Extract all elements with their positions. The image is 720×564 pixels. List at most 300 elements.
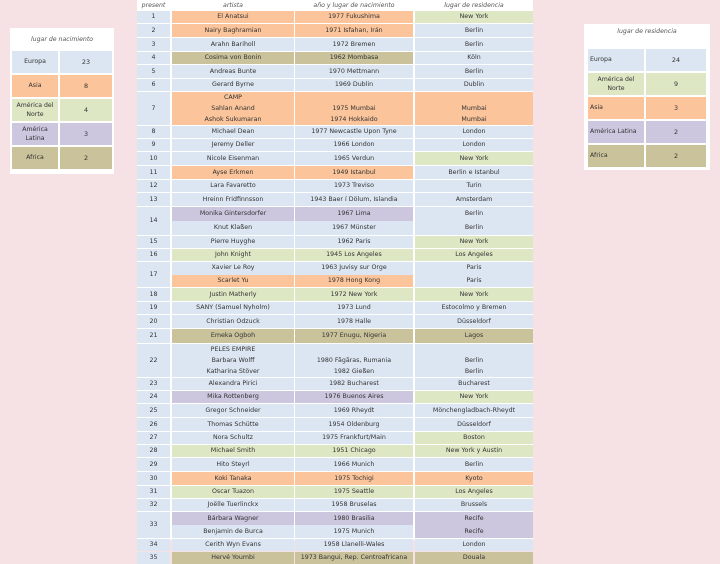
birth-info: 1966 London [333,141,375,149]
residence-info-cell [415,329,533,343]
row-number: 23 [149,380,158,388]
residence-info-cell [415,432,533,444]
residence-summary-count-value: 2 [673,128,679,136]
birth-info: 1954 Oldenburg [328,420,380,428]
birth-info-cell [295,262,413,287]
residence-info-cell [415,344,533,377]
residence-info-cell [415,512,533,538]
artist-name-cell [172,539,294,551]
row-number: 7 [151,104,156,112]
residence-info: Bucharest [458,380,490,388]
artist-name: Lara Favaretto [210,182,256,190]
row-number-cell [137,418,170,431]
birth-info: 1972 New York [330,290,378,298]
residence-summary-count-value: 9 [673,80,679,88]
residence-info: Estocolmo y Bremen [441,304,507,312]
birth-info-cell [295,512,413,538]
row-number: 11 [149,168,158,176]
residence-info-cell [415,193,533,206]
row-number: 27 [149,434,158,442]
artist-row [137,236,533,248]
birthplace-summary-count-cell [60,99,112,121]
row-number-cell [137,539,170,551]
row-number-cell [137,472,170,485]
residence-info: Berlin [464,367,484,375]
row-number-cell [137,344,170,377]
artist-name: Christian Odzuck [206,317,260,325]
birth-info: 1973 Bangui, Rep. Centroafricana [300,554,408,562]
artist-row [137,262,533,287]
residence-info: Amsterdam [455,195,493,203]
birth-info [295,92,413,103]
row-number: 24 [149,393,158,401]
artist-name: Cosima von Bonin [204,54,262,62]
artist-row [137,302,533,314]
artist-row [137,472,533,485]
birthplace-summary-region-label: Africa [26,154,44,162]
residence-info-cell [415,472,533,485]
artist-name: Benjamin de Burca [203,527,263,535]
artist-name-cell [172,302,294,314]
birth-info-cell [295,344,413,377]
residence-info: Berlin [464,224,484,232]
row-number-cell [137,152,170,165]
birth-info-cell [295,486,413,498]
residence-summary-region-label: Europa [590,56,612,64]
residence-info: New York [459,13,489,21]
residence-info: Köln [467,54,481,62]
artist-row [137,38,533,51]
row-number-cell [137,92,170,125]
row-number-cell [137,126,170,138]
birthplace-summary-count-cell [60,147,112,169]
row-number-cell [137,207,170,235]
artist-name-cell [172,79,294,91]
residence-info-cell [415,79,533,91]
row-number: 25 [149,406,158,414]
residence-info-cell [415,38,533,51]
artist-row [137,458,533,471]
birth-info-cell [295,52,413,64]
residence-info-cell [415,152,533,165]
artist-name-cell [172,139,294,151]
residence-info: Berlin [464,40,484,48]
artist-row [137,166,533,179]
artist-name-cell [172,38,294,51]
artist-name: Barbara Wolff [211,356,255,364]
birth-info-cell [295,65,413,78]
row-number-cell [137,391,170,403]
artist-name: Nairy Baghramian [204,26,262,34]
artist-row [137,92,533,125]
birthplace-summary-count-value: 23 [81,58,91,66]
artist-name-cell [172,92,294,125]
artist-name-cell [172,458,294,471]
artist-name: Knut Klaßen [213,224,253,232]
row-number: 32 [149,501,158,509]
residence-info: Berlin [464,67,484,75]
artist-row [137,315,533,328]
residence-summary-region-label: Asia [590,104,603,112]
residence-summary-region-cell [588,121,644,143]
birth-info: 1969 Dublin [334,81,374,89]
birthplace-summary-region-cell [12,51,58,73]
birth-info: 1962 Paris [337,238,371,246]
artist-name: CAMP [224,93,242,101]
residence-info: Lagos [464,332,484,340]
residence-info: Paris [466,264,482,272]
birth-info-cell [295,302,413,314]
birthplace-summary-count-value: 4 [83,106,89,114]
residence-info: Kyoto [465,474,483,482]
residence-info: Brussels [460,501,488,509]
row-number: 26 [149,420,158,428]
artist-name-cell [172,391,294,403]
residence-info-cell [415,486,533,498]
artist-name-cell [172,152,294,165]
residence-info: Los Angeles [455,488,493,496]
residence-info-cell [415,418,533,431]
residence-summary-count-value: 2 [673,152,679,160]
birth-info-cell [295,166,413,179]
row-number-cell [137,262,170,287]
header-artist: artista [223,2,243,9]
artist-name: Hervé Youmbi [211,554,255,562]
residence-info-cell [415,539,533,551]
artist-name-cell [172,24,294,37]
artist-name-cell [172,207,294,235]
artist-name-cell [172,418,294,431]
residence-info-cell [415,262,533,287]
row-number-cell [137,139,170,151]
residence-info: Düsseldorf [457,317,491,325]
birth-info-cell [295,126,413,138]
birth-info: 1975 Tochigi [334,474,374,482]
residence-info: New York [459,238,489,246]
residence-info: London [462,128,486,136]
row-number-cell [137,458,170,471]
artist-name: Emeka Ogboh [210,332,256,340]
birth-info-cell [295,180,413,192]
birth-info: 1973 Lund [337,304,371,312]
row-number: 14 [149,217,158,225]
birth-info-cell [295,92,413,125]
residence-info-cell [415,126,533,138]
row-number-cell [137,329,170,343]
birth-info: 1965 Verdun [333,154,375,162]
row-number-cell [137,445,170,457]
header-residence: lugar de residencia [444,2,504,9]
birth-info-cell [295,329,413,343]
artist-name: Alexandra Pirici [208,380,258,388]
residence-summary-count-cell [646,145,706,167]
birthplace-summary-count-value: 3 [83,130,89,138]
birth-info: 1943 Baer í Dölum, Islandia [310,195,398,203]
residence-info-cell [415,302,533,314]
birth-info-cell [295,207,413,235]
residence-info-cell [415,288,533,301]
artist-name: Jeremy Deller [211,141,255,149]
artist-row [137,24,533,37]
residence-info: London [462,541,486,549]
artist-name-cell [172,52,294,64]
birth-info: 1977 Newcastle Upon Tyne [311,128,397,136]
birth-info [295,344,413,355]
artist-row [137,52,533,64]
residence-summary-region-label: Africa [590,152,608,160]
artist-row [137,391,533,403]
row-number-cell [137,432,170,444]
residence-info-cell [415,207,533,235]
artist-row [137,207,533,235]
residence-info: Dublin [463,81,485,89]
artist-name-cell [172,288,294,301]
residence-info: Berlin [464,210,484,218]
residence-summary-region-cell [588,145,644,167]
residence-info-cell [415,315,533,328]
birth-info: 1963 Juvisy sur Orge [321,264,387,272]
artist-name-cell [172,404,294,417]
residence-info: New York [459,393,489,401]
row-number-cell [137,486,170,498]
residence-info-cell [415,52,533,64]
artist-name: Ashok Sukumaran [204,115,262,123]
birth-info: 1974 Hokkaido [330,115,378,123]
artist-row [137,249,533,261]
residence-info: London [462,141,486,149]
birth-info: 1977 Enugu, Nigeria [321,332,387,340]
birthplace-summary-count-value: 2 [83,154,89,162]
artist-name: Sahlan Anand [211,104,255,112]
residence-info-cell [415,65,533,78]
residence-summary-count-cell [646,97,706,119]
artist-name: Gerard Byrne [211,81,255,89]
birth-info-cell [295,445,413,457]
birthplace-summary-count-cell [60,123,112,145]
row-number: 34 [149,541,158,549]
artist-name-cell [172,499,294,511]
row-number: 17 [149,270,158,278]
artist-row [137,126,533,138]
birth-info: 1975 Mumbai [332,104,376,112]
artist-row [137,139,533,151]
residence-info: Mumbai [461,104,487,112]
residence-info-cell [415,391,533,403]
birth-info-cell [295,472,413,485]
residence-info: Mönchengladbach-Rheydt [432,406,516,414]
birth-info-cell [295,193,413,206]
artist-name-cell [172,65,294,78]
residence-summary-region-cell [588,49,644,71]
artist-name-cell [172,180,294,192]
artist-name: Andreas Bunte [209,67,257,75]
birth-info: 1977 Fukushima [328,13,380,21]
row-number: 8 [151,128,156,136]
header-birth: año y lugar de nacimiento [313,2,395,9]
residence-info: Paris [466,276,482,284]
artist-name: Ayse Erkmen [212,168,254,176]
artist-name: Xavier Le Roy [211,264,255,272]
artist-name: Nicole Eisenman [206,154,260,162]
artist-name-cell [172,262,294,287]
birth-info: 1980 Fãgãras, Rumania [316,356,392,364]
birth-info-cell [295,236,413,248]
artist-row [137,445,533,457]
residence-info-cell [415,139,533,151]
residence-info-cell [415,552,533,564]
artist-name: Hito Steyrl [216,460,250,468]
birthplace-summary-count-value: 8 [83,82,89,90]
birthplace-summary-title: lugar de nacimiento [30,36,94,43]
artist-table [137,0,533,562]
artist-row [137,11,533,23]
artist-name-cell [172,193,294,206]
row-number-cell [137,404,170,417]
artist-name-cell [172,378,294,390]
row-number-cell [137,249,170,261]
artist-name-cell [172,249,294,261]
artist-name: Scarlet Yu [217,276,249,284]
row-number-cell [137,52,170,64]
birth-info: 1962 Mombasa [329,54,379,62]
residence-info-cell [415,166,533,179]
artist-name: El Anatsui [217,13,249,21]
artist-name: Hreinn Fridfinnsson [202,195,264,203]
birth-info: 1971 Isfahan, Irán [325,26,383,34]
artist-row [137,539,533,551]
row-number: 6 [151,81,156,89]
residence-info-cell [415,458,533,471]
residence-info-cell [415,249,533,261]
birthplace-summary-region-label: Europa [24,58,46,66]
residence-summary-count-cell [646,73,706,95]
residence-info: Recife [464,514,484,522]
artist-row [137,512,533,538]
birth-info-cell [295,432,413,444]
row-number-cell [137,552,170,564]
residence-info-cell [415,180,533,192]
birth-info: 1976 Buenos Aires [324,393,384,401]
artist-name-cell [172,445,294,457]
birth-info-cell [295,38,413,51]
row-number-cell [137,236,170,248]
artist-row [137,378,533,390]
birth-info-cell [295,552,413,564]
residence-info: Recife [464,527,484,535]
row-number: 28 [149,447,158,455]
birth-info-cell [295,24,413,37]
artist-name: Mika Rottenberg [207,393,259,401]
birth-info: 1982 Gießen [333,367,375,375]
row-number: 29 [149,460,158,468]
birth-info: 1978 Hong Kong [327,276,381,284]
row-number: 12 [149,182,158,190]
birthplace-summary-region-label: América Latina [22,125,48,142]
birthplace-summary-table [10,28,114,174]
residence-info-cell [415,236,533,248]
artist-row [137,499,533,511]
birth-info: 1975 Munich [333,527,375,535]
artist-name: Bárbara Wagner [207,514,259,522]
residence-info-cell [415,24,533,37]
birth-info: 1967 Lima [337,210,371,218]
row-number-cell [137,24,170,37]
residence-info: Düsseldorf [457,420,491,428]
birth-info: 1980 Brasilia [333,514,375,522]
artist-name: Monika Gintersdorfer [199,210,267,218]
residence-summary-region-label: América Latina [590,128,637,136]
artist-name: Cerith Wyn Evans [205,541,261,549]
artist-row [137,404,533,417]
artist-name: Gregor Schneider [205,406,261,414]
residence-info-cell [415,499,533,511]
residence-info: New York [459,290,489,298]
row-number-cell [137,499,170,511]
row-number: 18 [149,290,158,298]
artist-name: SANY (Samuel Nyholm) [196,304,270,312]
row-number: 20 [149,317,158,325]
birth-info: 1973 Treviso [334,182,374,190]
artist-name-cell [172,472,294,485]
artist-name: Michael Smith [210,447,256,455]
residence-summary-count-cell [646,49,706,71]
artist-row [137,288,533,301]
birthplace-summary-region-cell [12,75,58,97]
row-number-cell [137,193,170,206]
residence-summary-count-value: 3 [673,104,679,112]
artist-name-cell [172,11,294,23]
artist-name-cell [172,236,294,248]
birthplace-summary-region-cell [12,99,58,121]
row-number: 9 [151,141,156,149]
residence-info: Turin [466,182,482,190]
row-number-cell [137,315,170,328]
residence-info: Berlin e Istanbul [448,168,500,176]
row-number-cell [137,180,170,192]
birth-info: 1967 Münster [332,224,376,232]
residence-info: New York y Austin [445,447,503,455]
birthplace-summary-count-cell [60,75,112,97]
artist-name-cell [172,344,294,377]
row-number-cell [137,378,170,390]
birth-info: 1970 Mettmann [328,67,380,75]
artist-row [137,65,533,78]
row-number: 35 [149,554,158,562]
row-number: 3 [151,40,156,48]
artist-name-cell [172,432,294,444]
birth-info: 1966 Munich [333,460,375,468]
residence-summary-region-cell [588,97,644,119]
residence-info: Los Angeles [455,251,493,259]
artist-row [137,486,533,498]
residence-info: New York [459,154,489,162]
row-number: 16 [149,251,158,259]
birth-info-cell [295,418,413,431]
artist-name-cell [172,166,294,179]
row-number: 15 [149,238,158,246]
birth-info: 1975 Frankfurt/Main [322,434,386,442]
residence-info-cell [415,92,533,125]
row-number: 31 [149,488,158,496]
residence-info-cell [415,378,533,390]
row-number: 21 [149,332,158,340]
residence-info-cell [415,11,533,23]
row-number: 10 [149,154,158,162]
artist-name: Pierre Huyghe [210,238,256,246]
row-number-cell [137,302,170,314]
artist-row [137,552,533,564]
row-number: 30 [149,474,158,482]
